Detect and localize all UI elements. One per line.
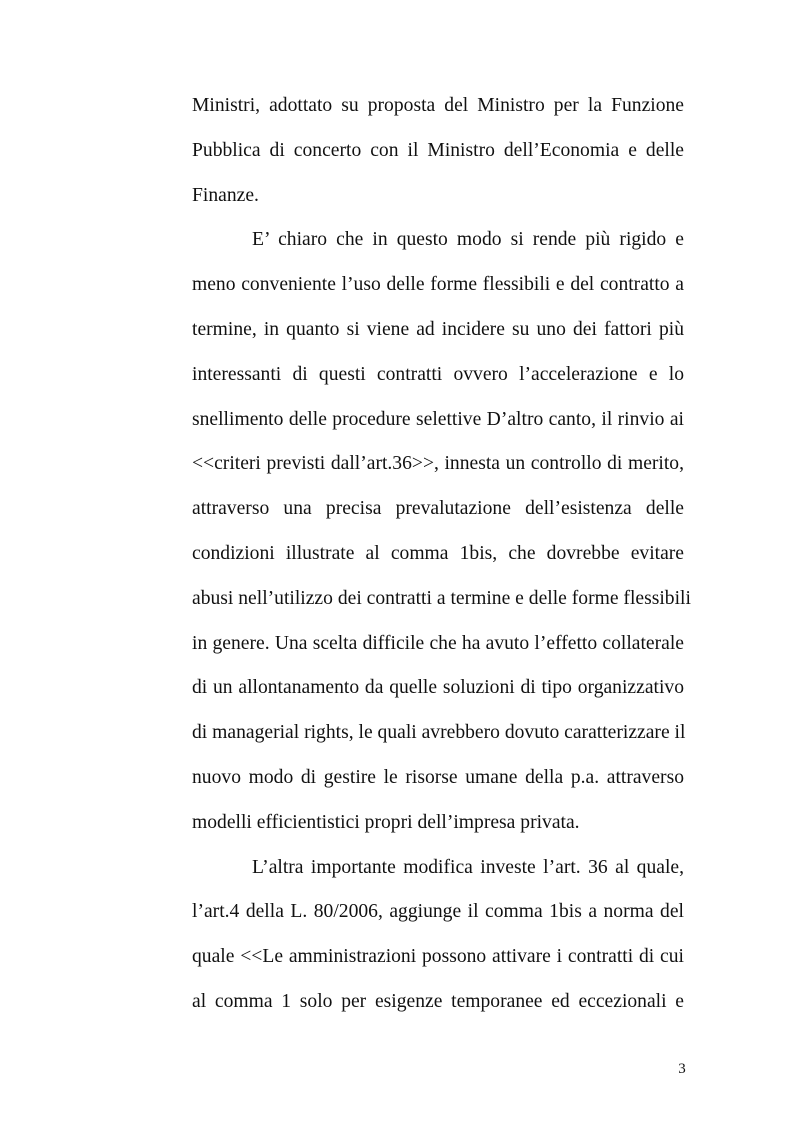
text-line: Pubblica di concerto con il Ministro dell’Economia e delle bbox=[192, 139, 684, 161]
text-line: attraverso una precisa prevalutazione dell’esistenza delle bbox=[192, 498, 684, 520]
text-line: modelli efficientistici propri dell’impresa privata. bbox=[192, 811, 580, 833]
text-line: nuovo modo di gestire le risorse umane della p.a. attraverso bbox=[192, 766, 684, 788]
text-line: interessanti di questi contratti ovvero l’accelerazione e lo bbox=[192, 363, 684, 385]
text-line: l’art.4 della L. 80/2006, aggiunge il comma 1bis a norma del bbox=[192, 901, 684, 923]
text-line: di managerial rights, le quali avrebbero dovuto caratterizzare il bbox=[192, 722, 686, 744]
text-line: termine, in quanto si viene ad incidere su uno dei fattori più bbox=[192, 318, 684, 340]
text-line: di un allontanamento da quelle soluzioni di tipo organizzativo bbox=[192, 677, 684, 699]
body-text bbox=[192, 84, 691, 1025]
paragraph-first-line: E’ chiaro che in questo modo si rende più rigido e bbox=[252, 229, 684, 251]
text-line: meno conveniente l’uso delle forme flessibili e del contratto a bbox=[192, 274, 684, 296]
page-number: 3 bbox=[678, 1061, 686, 1077]
text-line: abusi nell’utilizzo dei contratti a termine e delle forme flessibili bbox=[192, 587, 691, 609]
text-line: <<criteri previsti dall’art.36>>, innesta un controllo di merito, bbox=[192, 453, 684, 475]
text-line: in genere. Una scelta difficile che ha avuto l’effetto collaterale bbox=[192, 632, 684, 654]
text-line: condizioni illustrate al comma 1bis, che dovrebbe evitare bbox=[192, 542, 684, 564]
paragraph-first-line: L’altra importante modifica investe l’art. 36 al quale, bbox=[252, 856, 684, 878]
text-line: al comma 1 solo per esigenze temporanee ed eccezionali e bbox=[192, 990, 684, 1012]
text-line: snellimento delle procedure selettive D’altro canto, il rinvio ai bbox=[192, 408, 684, 430]
text-line: Ministri, adottato su proposta del Ministro per la Funzione bbox=[192, 95, 684, 116]
text-line: Finanze. bbox=[192, 184, 259, 206]
text-line: quale <<Le amministrazioni possono attivare i contratti di cui bbox=[192, 946, 684, 968]
